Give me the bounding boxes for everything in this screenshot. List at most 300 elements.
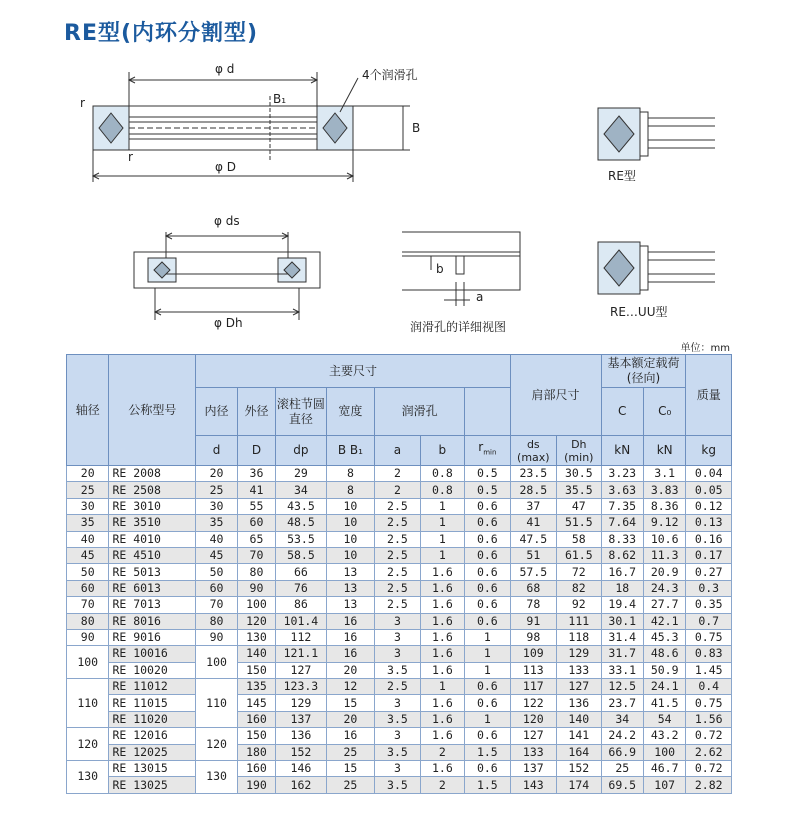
label-b: B: [412, 121, 421, 135]
cell-shaft: 80: [67, 613, 109, 629]
cell-d: 30: [196, 498, 237, 514]
cell-kg: 0.17: [686, 547, 732, 563]
label-r-top: r: [80, 96, 85, 110]
cell-C: 31.7: [601, 646, 643, 662]
cell-B: 25: [326, 777, 375, 793]
label-r-bottom: r: [128, 150, 133, 164]
cell-Dh: 72: [557, 564, 601, 580]
cell-Dh: 51.5: [557, 515, 601, 531]
cell-kg: 1.45: [686, 662, 732, 678]
cell-r: 1: [465, 646, 510, 662]
cell-dp: 86: [276, 597, 327, 613]
cell-model: RE 4010: [109, 531, 196, 547]
cell-Dh: 92: [557, 597, 601, 613]
header-r-blank: [465, 388, 510, 436]
cell-Dh: 30.5: [557, 466, 601, 482]
cell-B: 16: [326, 728, 375, 744]
cell-kg: 0.83: [686, 646, 732, 662]
cell-model: RE 2508: [109, 482, 196, 498]
cell-C: 8.62: [601, 547, 643, 563]
cell-Dh: 164: [557, 744, 601, 760]
unit-kN-2: kN: [643, 436, 685, 466]
cell-C: 7.64: [601, 515, 643, 531]
cell-d: 45: [196, 547, 237, 563]
cell-dp: 76: [276, 580, 327, 596]
cell-shaft: 60: [67, 580, 109, 596]
cell-kg: 0.72: [686, 728, 732, 744]
cell-shaft: 130: [67, 761, 109, 794]
cell-D: 160: [237, 761, 275, 777]
cell-d: 120: [196, 728, 237, 761]
cell-r: 1: [465, 662, 510, 678]
cell-b: 1.6: [420, 711, 464, 727]
cell-d: 130: [196, 761, 237, 794]
table-row: [67, 531, 732, 547]
cell-B: 10: [326, 515, 375, 531]
cell-Dh: 111: [557, 613, 601, 629]
cell-D: 150: [237, 728, 275, 744]
cell-B: 16: [326, 629, 375, 645]
cell-a: 2: [375, 466, 420, 482]
cell-kg: 0.75: [686, 629, 732, 645]
cell-shaft: 90: [67, 629, 109, 645]
cell-a: 2: [375, 482, 420, 498]
cell-C: 24.2: [601, 728, 643, 744]
cell-B: 12: [326, 679, 375, 695]
cell-D: 160: [237, 711, 275, 727]
cell-shaft: 120: [67, 728, 109, 761]
cell-D: 140: [237, 646, 275, 662]
cell-kg: 0.05: [686, 482, 732, 498]
re-type-drawing: [598, 108, 715, 160]
cell-D: 135: [237, 679, 275, 695]
cell-Dh: 82: [557, 580, 601, 596]
cell-a: 3: [375, 646, 420, 662]
cell-C: 69.5: [601, 777, 643, 793]
cell-d: 60: [196, 580, 237, 596]
cell-dp: 29: [276, 466, 327, 482]
cell-b: 1.6: [420, 728, 464, 744]
cell-Dh: 140: [557, 711, 601, 727]
cell-dp: 162: [276, 777, 327, 793]
cell-kg: 0.7: [686, 613, 732, 629]
table-row: [67, 515, 732, 531]
cell-dp: 146: [276, 761, 327, 777]
cell-D: 80: [237, 564, 275, 580]
cell-Dh: 141: [557, 728, 601, 744]
re-uu-type-drawing: [598, 242, 715, 294]
cell-r: 0.5: [465, 466, 510, 482]
table-row: [67, 498, 732, 514]
cell-C: 33.1: [601, 662, 643, 678]
cell-C0: 3.1: [643, 466, 685, 482]
table-row: [67, 629, 732, 645]
cell-model: RE 11020: [109, 711, 196, 727]
cell-a: 3: [375, 761, 420, 777]
cell-shaft: 25: [67, 482, 109, 498]
cell-shaft: 30: [67, 498, 109, 514]
table-row: [67, 777, 732, 793]
cell-model: RE 13025: [109, 777, 196, 793]
header-C0: C₀: [643, 388, 685, 436]
cell-model: RE 10016: [109, 646, 196, 662]
cell-ds: 51: [510, 547, 556, 563]
cell-Dh: 47: [557, 498, 601, 514]
cell-C: 34: [601, 711, 643, 727]
header-main-dims: 主要尺寸: [196, 355, 510, 388]
cell-C0: 45.3: [643, 629, 685, 645]
cell-model: RE 3010: [109, 498, 196, 514]
cell-Dh: 129: [557, 646, 601, 662]
cell-a: 2.5: [375, 580, 420, 596]
cell-kg: 0.16: [686, 531, 732, 547]
cell-B: 20: [326, 711, 375, 727]
cell-dp: 58.5: [276, 547, 327, 563]
shoulder-section-drawing: [134, 232, 320, 320]
cell-r: 0.6: [465, 613, 510, 629]
cell-r: 0.6: [465, 728, 510, 744]
cell-b: 1.6: [420, 580, 464, 596]
cell-dp: 48.5: [276, 515, 327, 531]
cell-a: 2.5: [375, 597, 420, 613]
unit-Dh: Dh (min): [557, 436, 601, 466]
cell-ds: 133: [510, 744, 556, 760]
label-detail-a: a: [476, 290, 484, 304]
cell-C: 25: [601, 761, 643, 777]
header-mass: 质量: [686, 355, 732, 436]
label-b1: B₁: [273, 92, 287, 106]
cell-shaft: 100: [67, 646, 109, 679]
cell-Dh: 35.5: [557, 482, 601, 498]
cell-D: 65: [237, 531, 275, 547]
table-row: [67, 547, 732, 563]
header-load: 基本额定载荷(径向): [601, 355, 686, 388]
cell-d: 80: [196, 613, 237, 629]
table-row: [67, 466, 732, 482]
cell-ds: 117: [510, 679, 556, 695]
cell-model: RE 2008: [109, 466, 196, 482]
header-model: 公称型号: [109, 355, 196, 466]
cell-C0: 9.12: [643, 515, 685, 531]
cell-model: RE 11012: [109, 679, 196, 695]
cell-Dh: 58: [557, 531, 601, 547]
cell-D: 180: [237, 744, 275, 760]
cell-r: 1.5: [465, 777, 510, 793]
cell-ds: 57.5: [510, 564, 556, 580]
cell-B: 8: [326, 482, 375, 498]
cell-D: 100: [237, 597, 275, 613]
cell-kg: 0.75: [686, 695, 732, 711]
cell-B: 15: [326, 695, 375, 711]
cell-D: 55: [237, 498, 275, 514]
cell-r: 0.6: [465, 580, 510, 596]
cell-C0: 46.7: [643, 761, 685, 777]
cell-C: 66.9: [601, 744, 643, 760]
cell-d: 35: [196, 515, 237, 531]
cell-a: 2.5: [375, 515, 420, 531]
cell-D: 145: [237, 695, 275, 711]
cell-model: RE 3510: [109, 515, 196, 531]
cell-ds: 120: [510, 711, 556, 727]
unit-B: B B₁: [326, 436, 375, 466]
main-section-drawing: [93, 72, 410, 182]
cell-d: 20: [196, 466, 237, 482]
cell-kg: 0.12: [686, 498, 732, 514]
header-inner: 内径: [196, 388, 237, 436]
cell-C0: 10.6: [643, 531, 685, 547]
table-row: [67, 728, 732, 744]
cell-a: 3: [375, 629, 420, 645]
cell-dp: 66: [276, 564, 327, 580]
cell-C0: 107: [643, 777, 685, 793]
cell-B: 15: [326, 761, 375, 777]
cell-d: 25: [196, 482, 237, 498]
cell-D: 130: [237, 629, 275, 645]
cell-r: 0.5: [465, 482, 510, 498]
cell-C0: 43.2: [643, 728, 685, 744]
detail-caption: 润滑孔的详细视图: [410, 320, 507, 334]
unit-a: a: [375, 436, 420, 466]
cell-a: 2.5: [375, 564, 420, 580]
cell-C: 3.63: [601, 482, 643, 498]
cell-a: 3.5: [375, 777, 420, 793]
cell-d: 100: [196, 646, 237, 679]
cell-C0: 27.7: [643, 597, 685, 613]
cell-Dh: 127: [557, 679, 601, 695]
cell-kg: 0.35: [686, 597, 732, 613]
unit-kg: kg: [686, 436, 732, 466]
cell-a: 2.5: [375, 498, 420, 514]
cell-D: 90: [237, 580, 275, 596]
cell-C0: 54: [643, 711, 685, 727]
unit-ds: ds (max): [510, 436, 556, 466]
spec-table-body: [67, 466, 732, 794]
cell-Dh: 133: [557, 662, 601, 678]
cell-shaft: 20: [67, 466, 109, 482]
re-type-caption: RE型: [608, 169, 636, 183]
cell-C: 23.7: [601, 695, 643, 711]
header-pitch: 滚柱节圆直径: [276, 388, 327, 436]
unit-kN-1: kN: [601, 436, 643, 466]
cell-b: 1.6: [420, 597, 464, 613]
label-phi-D: φ D: [215, 160, 236, 174]
unit-r-main: r: [478, 440, 484, 455]
cell-kg: 0.13: [686, 515, 732, 531]
cell-D: 36: [237, 466, 275, 482]
cell-ds: 109: [510, 646, 556, 662]
label-detail-b: b: [436, 262, 444, 276]
cell-shaft: 110: [67, 679, 109, 728]
cell-r: 1: [465, 711, 510, 727]
cell-D: 150: [237, 662, 275, 678]
cell-r: 1.5: [465, 744, 510, 760]
table-row: [67, 564, 732, 580]
cell-B: 25: [326, 744, 375, 760]
cell-Dh: 136: [557, 695, 601, 711]
cell-B: 16: [326, 646, 375, 662]
cell-C: 19.4: [601, 597, 643, 613]
cell-r: 0.6: [465, 515, 510, 531]
cell-C: 30.1: [601, 613, 643, 629]
cell-dp: 53.5: [276, 531, 327, 547]
cell-kg: 0.3: [686, 580, 732, 596]
cell-ds: 68: [510, 580, 556, 596]
table-row: [67, 744, 732, 760]
cell-dp: 137: [276, 711, 327, 727]
cell-ds: 91: [510, 613, 556, 629]
cell-d: 110: [196, 679, 237, 728]
cell-a: 2.5: [375, 679, 420, 695]
cell-b: 1.6: [420, 613, 464, 629]
cell-shaft: 70: [67, 597, 109, 613]
cell-B: 10: [326, 531, 375, 547]
table-row: [67, 695, 732, 711]
cell-kg: 0.27: [686, 564, 732, 580]
cell-b: 1: [420, 679, 464, 695]
cell-ds: 143: [510, 777, 556, 793]
cell-Dh: 152: [557, 761, 601, 777]
cell-kg: 0.04: [686, 466, 732, 482]
cell-ds: 41: [510, 515, 556, 531]
cell-r: 0.6: [465, 564, 510, 580]
cell-ds: 137: [510, 761, 556, 777]
cell-kg: 2.82: [686, 777, 732, 793]
cell-C0: 8.36: [643, 498, 685, 514]
cell-model: RE 4510: [109, 547, 196, 563]
cell-dp: 121.1: [276, 646, 327, 662]
unit-label: 单位：mm: [680, 343, 730, 354]
unit-r-sub: min: [483, 448, 497, 457]
cell-model: RE 12016: [109, 728, 196, 744]
cell-C: 18: [601, 580, 643, 596]
cell-a: 3: [375, 613, 420, 629]
cell-a: 3: [375, 728, 420, 744]
cell-a: 2.5: [375, 547, 420, 563]
cell-shaft: 40: [67, 531, 109, 547]
cell-model: RE 6013: [109, 580, 196, 596]
cell-r: 0.6: [465, 597, 510, 613]
cell-b: 1: [420, 531, 464, 547]
lube-hole-detail-drawing: [402, 232, 520, 306]
cell-C: 12.5: [601, 679, 643, 695]
cell-C0: 42.1: [643, 613, 685, 629]
cell-model: RE 5013: [109, 564, 196, 580]
cell-B: 10: [326, 498, 375, 514]
cell-r: 0.6: [465, 679, 510, 695]
cell-model: RE 11015: [109, 695, 196, 711]
cell-a: 3.5: [375, 744, 420, 760]
cell-shaft: 50: [67, 564, 109, 580]
table-row: [67, 580, 732, 596]
cell-dp: 123.3: [276, 679, 327, 695]
header-shaft: 轴径: [67, 355, 109, 466]
cell-C0: 20.9: [643, 564, 685, 580]
cell-r: 0.6: [465, 531, 510, 547]
cell-dp: 112: [276, 629, 327, 645]
cell-D: 190: [237, 777, 275, 793]
cell-a: 3: [375, 695, 420, 711]
cell-dp: 129: [276, 695, 327, 711]
header-lube: 润滑孔: [375, 388, 465, 436]
cell-kg: 0.4: [686, 679, 732, 695]
cell-Dh: 174: [557, 777, 601, 793]
cell-B: 16: [326, 613, 375, 629]
header-outer: 外径: [237, 388, 275, 436]
cell-b: 1: [420, 547, 464, 563]
header-C: C: [601, 388, 643, 436]
cell-kg: 2.62: [686, 744, 732, 760]
unit-b: b: [420, 436, 464, 466]
cell-dp: 152: [276, 744, 327, 760]
cell-C0: 50.9: [643, 662, 685, 678]
cell-ds: 23.5: [510, 466, 556, 482]
cell-b: 1: [420, 498, 464, 514]
table-row: [67, 646, 732, 662]
table-row: [67, 482, 732, 498]
table-row: [67, 761, 732, 777]
cell-r: 0.6: [465, 761, 510, 777]
cell-r: 0.6: [465, 547, 510, 563]
cell-ds: 122: [510, 695, 556, 711]
cell-b: 0.8: [420, 482, 464, 498]
cell-dp: 43.5: [276, 498, 327, 514]
cell-model: RE 10020: [109, 662, 196, 678]
cell-model: RE 12025: [109, 744, 196, 760]
cell-C0: 41.5: [643, 695, 685, 711]
cell-dp: 101.4: [276, 613, 327, 629]
cell-C0: 11.3: [643, 547, 685, 563]
cell-C: 3.23: [601, 466, 643, 482]
cell-B: 13: [326, 580, 375, 596]
label-lube-holes: 4个润滑孔: [362, 68, 418, 82]
cell-dp: 127: [276, 662, 327, 678]
cell-r: 0.6: [465, 695, 510, 711]
cell-model: RE 9016: [109, 629, 196, 645]
table-row: [67, 679, 732, 695]
unit-dp: dp: [276, 436, 327, 466]
cell-b: 1.6: [420, 564, 464, 580]
cell-C0: 100: [643, 744, 685, 760]
header-width: 宽度: [326, 388, 375, 436]
cell-shaft: 45: [67, 547, 109, 563]
unit-r: [465, 436, 510, 466]
page-title: RE型(内环分割型): [64, 21, 259, 46]
cell-b: 1: [420, 515, 464, 531]
cell-kg: 1.56: [686, 711, 732, 727]
table-row: [67, 711, 732, 727]
cell-D: 120: [237, 613, 275, 629]
cell-Dh: 61.5: [557, 547, 601, 563]
unit-d: d: [196, 436, 237, 466]
cell-C0: 3.83: [643, 482, 685, 498]
cell-b: 1.6: [420, 695, 464, 711]
cell-ds: 113: [510, 662, 556, 678]
bearing-drawings: [0, 0, 800, 340]
cell-d: 50: [196, 564, 237, 580]
cell-ds: 28.5: [510, 482, 556, 498]
cell-dp: 136: [276, 728, 327, 744]
cell-C0: 48.6: [643, 646, 685, 662]
cell-b: 1.6: [420, 761, 464, 777]
unit-D: D: [237, 436, 275, 466]
cell-model: RE 8016: [109, 613, 196, 629]
re-uu-type-caption: RE…UU型: [610, 305, 668, 319]
cell-ds: 127: [510, 728, 556, 744]
label-phi-Dh: φ Dh: [214, 316, 243, 330]
cell-r: 1: [465, 629, 510, 645]
cell-b: 1.6: [420, 629, 464, 645]
table-row: [67, 662, 732, 678]
